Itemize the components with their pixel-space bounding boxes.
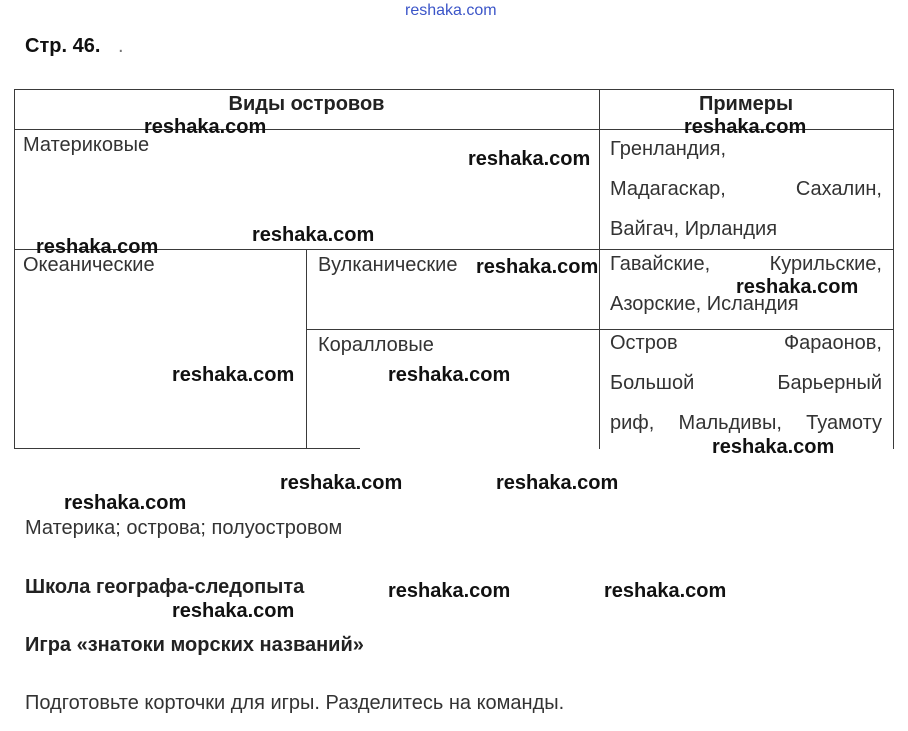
- watermark: reshaka.com: [172, 364, 295, 386]
- watermark: reshaka.com: [252, 224, 375, 246]
- example-line: Мадагаскар, Сахалин,: [610, 178, 882, 200]
- watermark: reshaka.com: [468, 148, 591, 170]
- volcanic-type: Вулканические: [318, 254, 458, 276]
- watermark: reshaka.com: [64, 492, 187, 514]
- watermark: reshaka.com: [36, 236, 159, 258]
- oceanic-type: Океанические: [23, 254, 155, 276]
- watermark: reshaka.com: [712, 436, 835, 458]
- example-line: риф, Мальдивы, Туамоту: [610, 412, 882, 434]
- watermark: reshaka.com: [476, 256, 599, 278]
- watermark: reshaka.com: [280, 472, 403, 494]
- section-title: Школа географа-следопыта: [25, 576, 305, 598]
- site-link[interactable]: reshaka.com: [405, 2, 497, 19]
- continental-examples: [610, 129, 882, 249]
- watermark: reshaka.com: [388, 580, 511, 602]
- example-line: Остров Фараонов,: [610, 332, 882, 354]
- instruction-text: Подготовьте корточки для игры. Разделитесь на команды.: [25, 692, 565, 714]
- watermark: reshaka.com: [736, 276, 859, 298]
- coral-examples: [610, 323, 882, 443]
- page-number: Стр. 46.: [25, 35, 101, 57]
- watermark: reshaka.com: [172, 600, 295, 622]
- example-line: Большой Барьерный: [610, 372, 882, 394]
- example-line: Гавайские, Курильские,: [610, 253, 882, 275]
- continental-type: Материковые: [23, 134, 150, 156]
- page-dot: .: [118, 35, 124, 57]
- watermark: reshaka.com: [496, 472, 619, 494]
- watermark: reshaka.com: [144, 116, 267, 138]
- example-line: Вайгач, Ирландия: [610, 218, 778, 240]
- watermark: reshaka.com: [684, 116, 807, 138]
- watermark: reshaka.com: [388, 364, 511, 386]
- example-line: Гренландия,: [610, 138, 727, 160]
- islands-table: [14, 89, 894, 449]
- header-examples: Примеры: [698, 93, 794, 115]
- example-line: Азорские, Исландия: [610, 293, 799, 315]
- watermark: reshaka.com: [604, 580, 727, 602]
- header-island-types: Виды островов: [228, 93, 385, 115]
- coral-type: Коралловые: [318, 334, 434, 356]
- game-title: Игра «знатоки морских названий»: [25, 634, 364, 656]
- answer-text: Материка; острова; полуостровом: [25, 517, 343, 539]
